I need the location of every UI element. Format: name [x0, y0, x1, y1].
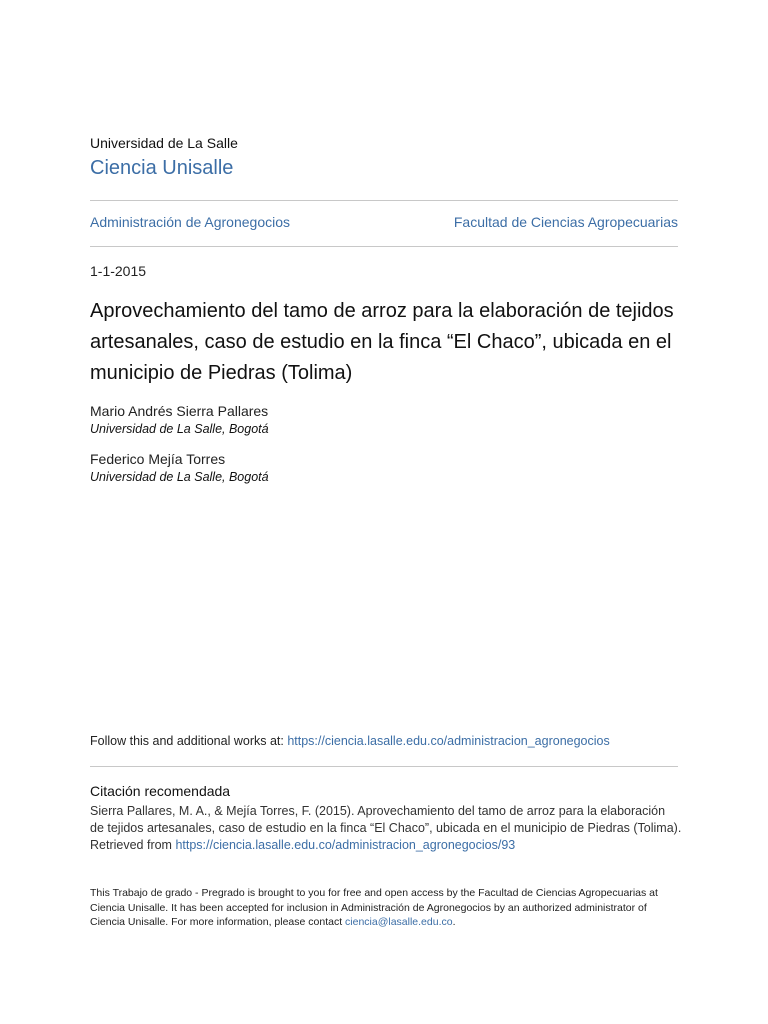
notice-end: . — [452, 916, 456, 928]
follow-link[interactable]: https://ciencia.lasalle.edu.co/administracion_agronegocios — [287, 734, 610, 748]
contact-email-link[interactable]: ciencia@lasalle.edu.co — [345, 916, 453, 928]
author-affiliation: Universidad de La Salle, Bogotá — [90, 422, 269, 436]
author-affiliation: Universidad de La Salle, Bogotá — [90, 470, 269, 484]
notice-body: This Trabajo de grado - Pregrado is brought to you for free and open access by the Facultad de Ciencias Agropecuarias at Ciencia Unisalle. It has been accepted for inclusion in Administración de Agronegocios by an authorized administrator of Ciencia Unisalle. For more information, please contact — [90, 887, 658, 928]
divider — [90, 200, 678, 201]
institution-name: Universidad de La Salle — [90, 135, 238, 151]
department-link[interactable]: Administración de Agronegocios — [90, 214, 291, 230]
citation-text — [90, 803, 682, 854]
citation-body: Sierra Pallares, M. A., & Mejía Torres, F. (2015). Aprovechamiento del tamo de arroz para la elaboración de tejidos artesanales, caso de estudio en la finca “El Chaco”, ubicada en el municipio de Piedras (Tolima). Retrieved from — [90, 804, 682, 852]
publication-date: 1-1-2015 — [90, 263, 147, 279]
follow-text: Follow this and additional works at: — [90, 734, 288, 748]
repository-name[interactable]: Ciencia Unisalle — [90, 157, 234, 179]
author-name: Mario Andrés Sierra Pallares — [90, 403, 269, 419]
divider — [90, 766, 678, 767]
document-title: Aprovechamiento del tamo de arroz para la elaboración de tejidos artesanales, caso de estudio en la finca “El Chaco”, ubicada en el municipio de Piedras (Tolima) — [90, 300, 674, 384]
cover-page — [90, 0, 682, 1024]
author-name: Federico Mejía Torres — [90, 451, 226, 467]
faculty-link[interactable]: Facultad de Ciencias Agropecuarias — [453, 214, 678, 230]
citation-heading: Citación recomendada — [90, 783, 231, 799]
citation-link[interactable]: https://ciencia.lasalle.edu.co/administracion_agronegocios/93 — [175, 838, 516, 852]
access-notice — [90, 886, 682, 930]
divider — [90, 246, 678, 247]
follow-line — [90, 734, 610, 748]
